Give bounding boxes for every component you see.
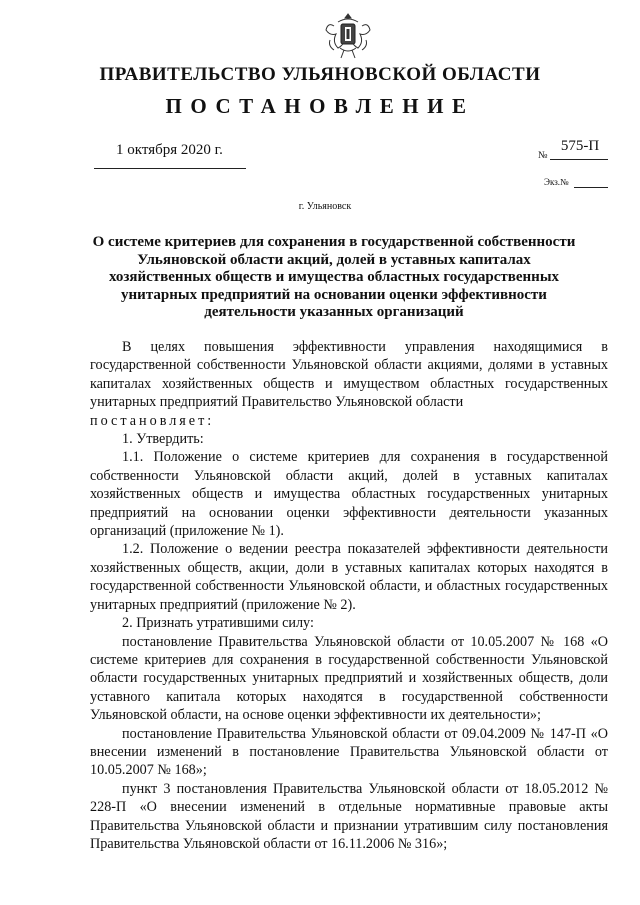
number-sign: №: [538, 150, 548, 161]
paragraph-item-1-1: 1.1. Положение о системе критериев для сохранения в государственной собственности Ульяновской области акций, долей в уставных капиталах хозяйственных обществ и имущества областных государственных унитарных предприятий на основании оценки эффективности деятельности указанных организаций (приложение № 1).: [90, 449, 608, 540]
paragraph-intro: В целях повышения эффективности управления находящимися в государственной собственности Ульяновской области акциями, долями в уставных капиталах хозяйственных обществ и имуществом областных государственных унитарных предприятий Правительство Ульяновской области постановляет:: [90, 339, 608, 429]
document-date: 1 октября 2020 г.: [116, 142, 223, 158]
copy-number-underline: [574, 187, 608, 188]
paragraph-item-2: 2. Признать утратившими силу:: [122, 615, 314, 632]
document-title: О системе критериев для сохранения в государственной собственности Ульяновской области акций, долей в уставных капиталах хозяйственных обществ и имущества областных государственных унитарных предприятий на основании оценки эффективности деятельности указанных организаций: [92, 234, 576, 320]
government-name: ПРАВИТЕЛЬСТВО УЛЬЯНОВСКОЙ ОБЛАСТИ: [99, 64, 541, 85]
number-underline: [550, 159, 608, 160]
paragraph-item-1-2: 1.2. Положение о ведении реестра показателей эффективности деятельности хозяйственных обществ, акции, доли в уставных капиталах которых находятся в государственной собственности Ульяновской области, и областных государственных унитарных предприятий (приложение № 2).: [90, 541, 608, 613]
resolves-word: постановляет:: [90, 412, 215, 429]
paragraph-item-2-a: постановление Правительства Ульяновской области от 10.05.2007 № 168 «О системе критериев для сохранения в государственной собственности Ульяновской области государственных унитарных предприятий и хозяйственных обществ, доли уставного капитала которых находятся в государственной собственности Ульяновской области, на основе оценки эффективности их деятельности»;: [90, 633, 608, 724]
paragraph-item-2-c: пункт 3 постановления Правительства Ульяновской области от 18.05.2012 № 228-П «О внесении изменений в отдельные нормативные правовые акты Правительства Ульяновской области и признании утратившим силу постановления Правительства Ульяновской области от 16.11.2006 № 316»;: [90, 780, 608, 852]
paragraph-item-2-b: постановление Правительства Ульяновской области от 09.04.2009 № 147-П «О внесении изменений в постановление Правительства Ульяновской области от 10.05.2007 № 168»;: [90, 725, 608, 779]
document-type: ПОСТАНОВЛЕНИЕ: [165, 94, 475, 118]
city: г. Ульяновск: [298, 201, 352, 212]
paragraph-item-1: 1. Утвердить:: [122, 431, 204, 448]
copy-number-label: Экз.№: [544, 177, 569, 187]
document-body: [90, 338, 608, 853]
date-underline: [94, 168, 246, 169]
document-number: 575-П: [560, 138, 600, 154]
coat-of-arms-icon: [322, 10, 374, 62]
